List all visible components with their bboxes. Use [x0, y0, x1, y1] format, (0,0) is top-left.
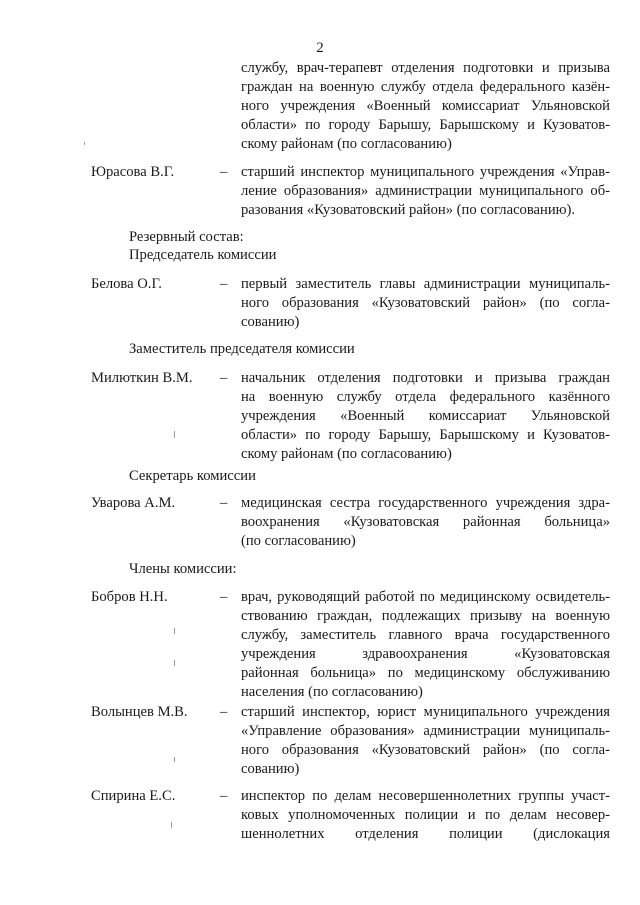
description-line: сованию)	[241, 314, 300, 330]
scan-speck	[174, 660, 175, 666]
scan-speck	[171, 822, 172, 828]
member-name-bobrov: Бобров Н.Н.	[91, 589, 168, 605]
member-description-yurasova	[241, 163, 610, 220]
secretary-heading: Секретарь комиссии	[129, 468, 256, 484]
description-line: начальник отделения подготовки и призыва граждан	[241, 370, 610, 386]
description-line: ного образования «Кузоватовский район» (по согла-	[241, 295, 610, 311]
description-line: воохранения «Кузоватовская районная больница»	[241, 514, 610, 530]
description-line: районная больница» по медицинскому обслуживанию	[241, 665, 610, 681]
description-line: населения (по согласованию)	[241, 684, 423, 700]
description-line: сованию)	[241, 761, 300, 777]
description-line: медицинская сестра государственного учреждения здра-	[241, 495, 610, 511]
description-line: учреждения здравоохранения «Кузоватовская	[241, 646, 610, 662]
description-line: первый заместитель главы администрации муниципаль-	[241, 276, 610, 292]
description-line: инспектор по делам несовершеннолетних группы участ-	[241, 788, 610, 804]
intro-line: ного учреждения «Военный комиссариат Ульяновской	[241, 98, 610, 114]
member-description-bobrov	[241, 588, 610, 702]
description-line: ковых уполномоченных полиции и по делам несовер-	[241, 807, 610, 823]
description-line: разования «Кузоватовский район» (по согласованию).	[241, 202, 576, 218]
chairman-heading: Председатель комиссии	[129, 247, 277, 263]
description-line: на военную службу отдела федерального казённого	[241, 389, 610, 405]
entry-dash: –	[220, 164, 228, 180]
description-line: службу, заместитель главного врача государственного	[241, 627, 610, 643]
description-line: учреждения «Военный комиссариат Ульяновской	[241, 408, 610, 424]
description-line: ного образования «Кузоватовский район» (по согла-	[241, 742, 610, 758]
entry-dash: –	[220, 704, 228, 720]
reserve-heading: Резервный состав:	[129, 229, 244, 245]
intro-continuation	[241, 59, 610, 154]
description-line: области» по городу Барышу, Барышскому и Кузоватов-	[241, 427, 610, 443]
description-line: ствованию граждан, подлежащих призыву на военную	[241, 608, 610, 624]
description-line: старший инспектор муниципального учреждения «Управ-	[241, 164, 610, 180]
deputy-heading: Заместитель председателя комиссии	[129, 341, 355, 357]
scan-speck	[174, 628, 175, 634]
member-description-volyntsev	[241, 703, 610, 779]
description-line: старший инспектор, юрист муниципального учреждения	[241, 704, 610, 720]
page-number: 2	[316, 40, 324, 56]
intro-line: службу, врач-терапевт отделения подготовки и призыва	[241, 60, 610, 76]
intro-line: граждан на военную службу отдела федерального казён-	[241, 79, 610, 95]
chairman-name: Белова О.Г.	[91, 276, 162, 292]
entry-dash: –	[220, 788, 228, 804]
member-name-volyntsev: Волынцев М.В.	[91, 704, 188, 720]
intro-line: скому районам (по согласованию)	[241, 136, 452, 152]
secretary-name: Уварова А.М.	[91, 495, 176, 511]
deputy-description	[241, 369, 610, 464]
description-line: ление образования» администрации муниципального об-	[241, 183, 610, 199]
deputy-name: Милюткин В.М.	[91, 370, 193, 386]
description-line: «Управление образования» администрации муниципаль-	[241, 723, 610, 739]
scan-speck	[174, 757, 175, 762]
description-line: скому районам (по согласованию)	[241, 446, 452, 462]
description-line: шеннолетних отделения полиции (дислокация	[241, 826, 610, 842]
member-name-yurasova: Юрасова В.Г.	[91, 164, 175, 180]
description-line: врач, руководящий работой по медицинскому освидетель-	[241, 589, 610, 605]
member-name-spirina: Спирина Е.С.	[91, 788, 176, 804]
chairman-description	[241, 275, 610, 332]
entry-dash: –	[220, 276, 228, 292]
members-heading: Члены комиссии:	[129, 561, 237, 577]
entry-dash: –	[220, 495, 228, 511]
description-line: (по согласованию)	[241, 533, 356, 549]
intro-line: области» по городу Барышу, Барышскому и Кузоватов-	[241, 117, 610, 133]
member-description-spirina	[241, 787, 610, 844]
scan-speck	[84, 142, 85, 145]
entry-dash: –	[220, 370, 228, 386]
secretary-description	[241, 494, 610, 551]
entry-dash: –	[220, 589, 228, 605]
scan-speck	[174, 431, 175, 438]
